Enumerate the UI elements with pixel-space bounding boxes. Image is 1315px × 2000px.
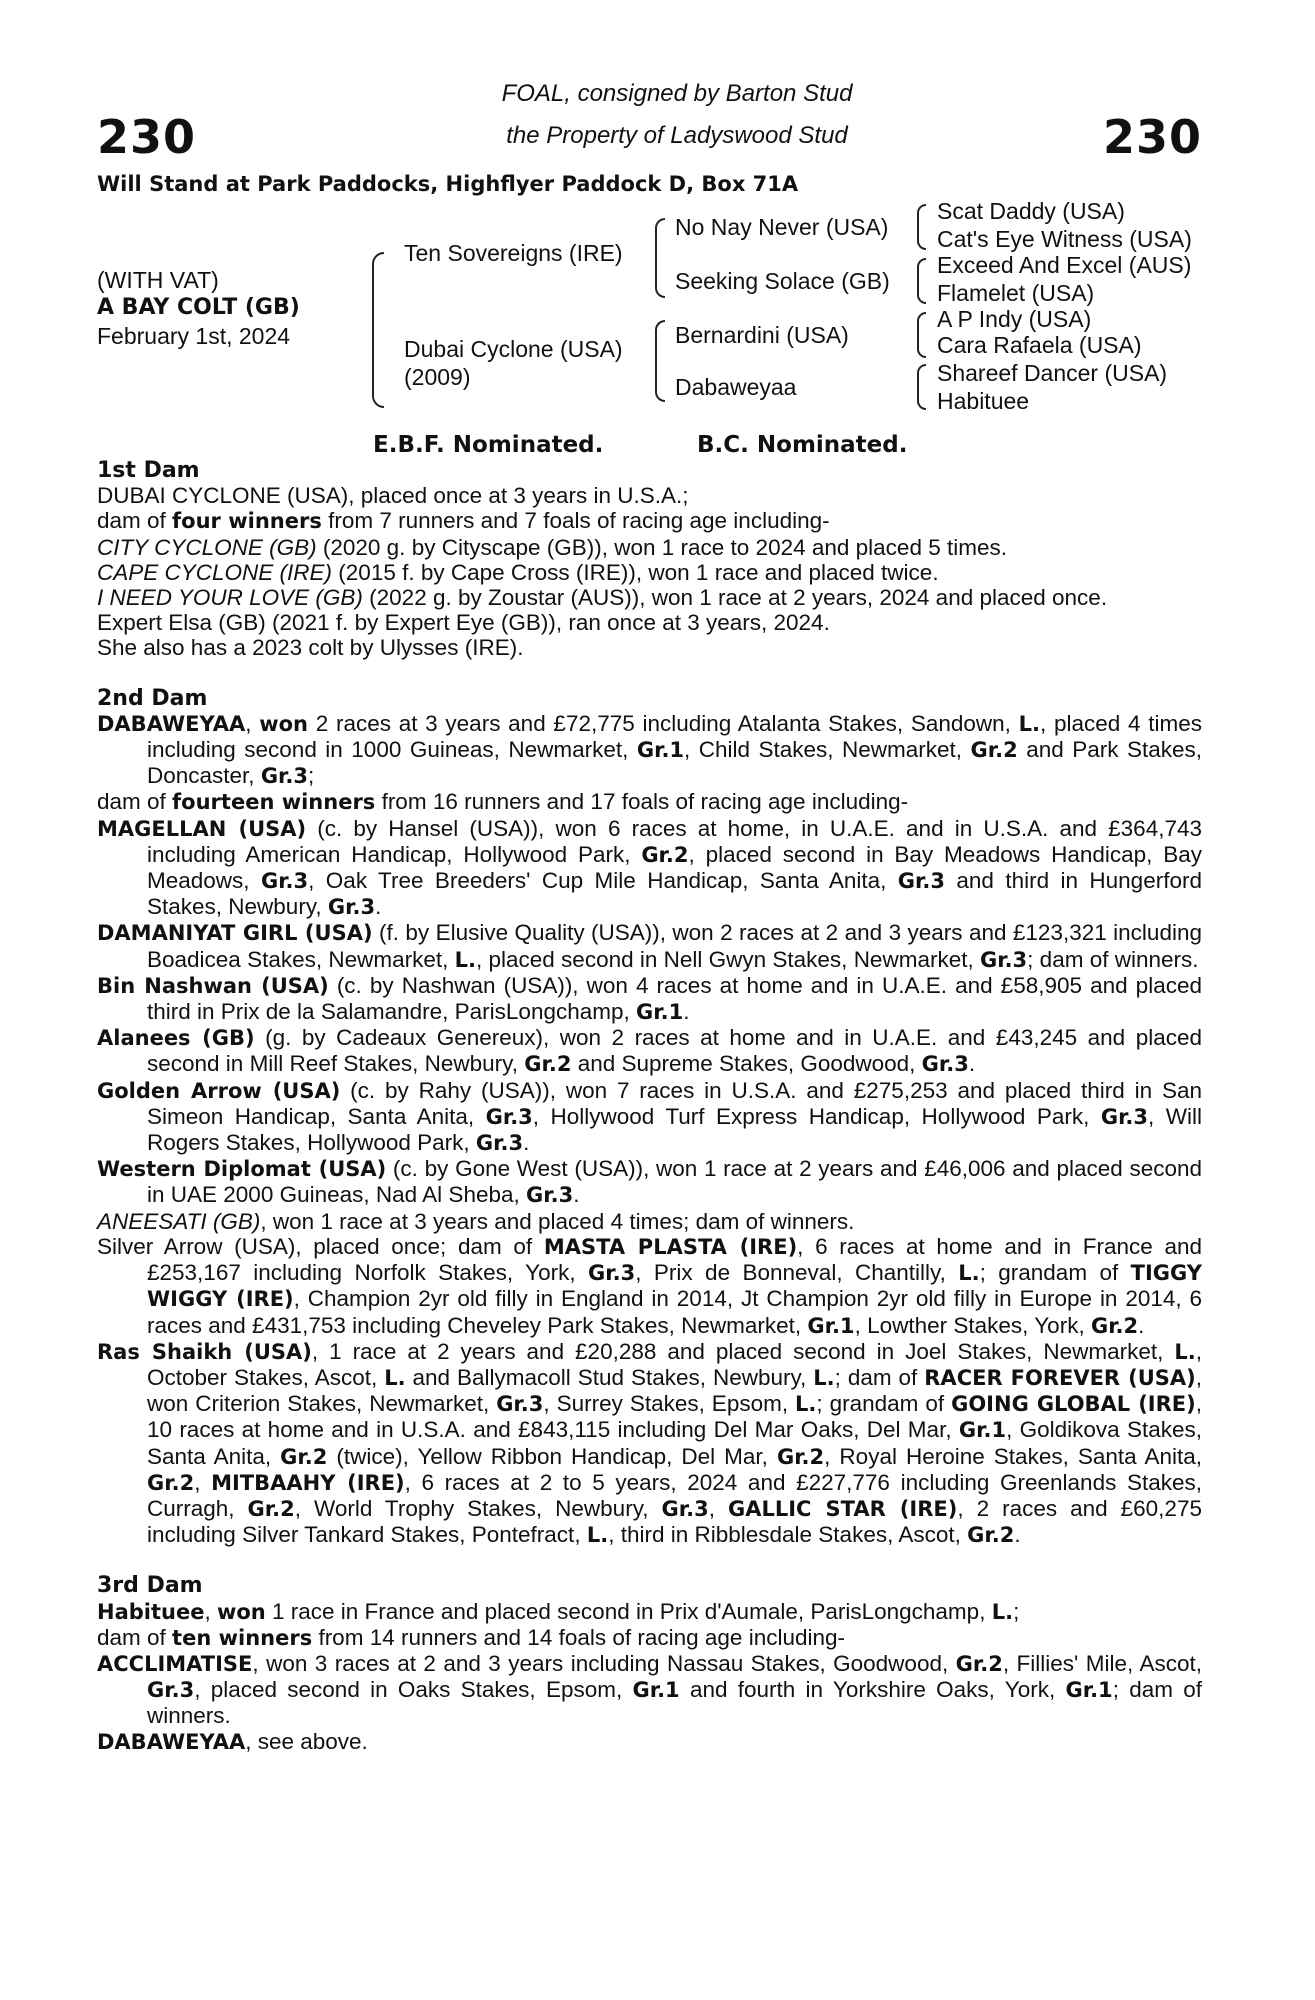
first-dam-summary: DUBAI CYCLONE (USA), placed once at 3 years in U.S.A.; <box>97 483 689 509</box>
lot-number-left: 230 <box>97 110 197 164</box>
produce-magellan: MAGELLAN (USA) (c. by Hansel (USA)), won 6 races at home, in U.A.E. and in U.S.A. and £364,743 including American Handicap, Hollywood Park, Gr.2, placed second in Bay Meadows Handicap, Bay Meadows, Gr.3, Oak Tree Breeders' Cup Mile Handicap, Santa Anita, Gr.3 and third in Hungerford Stakes, Newbury, Gr.3. <box>97 815 1202 920</box>
dd-sire: Shareef Dancer (USA) <box>937 360 1168 386</box>
second-dam-summary: DABAWEYAA, won 2 races at 3 years and £72,775 including Atalanta Stakes, Sandown, L., placed 4 times including second in 1000 Guineas, Newmarket, Gr.1, Child Stakes, Newmarket, Gr.2 and Park Stakes, Doncaster, Gr.3; <box>97 710 1202 789</box>
third-dam-produce-intro: dam of ten winners from 14 runners and 14 foals of racing age including- <box>97 1624 846 1650</box>
produce-aneesati: ANEESATI (GB), won 1 race at 3 years and placed 4 times; dam of winners. <box>97 1208 855 1234</box>
produce-golden-arrow: Golden Arrow (USA) (c. by Rahy (USA)), won 7 races in U.S.A. and £275,253 and placed third in San Simeon Handicap, Santa Anita, Gr.3, Hollywood Turf Express Handicap, Hollywood Park, Gr.3, Will Rogers Stakes, Hollywood Park, Gr.3. <box>97 1077 1202 1156</box>
pedigree-brace-3a <box>917 204 926 250</box>
sd-sire: Exceed And Excel (AUS) <box>937 252 1192 278</box>
pedigree-brace-3b <box>917 258 926 304</box>
produce-expert-elsa: Expert Elsa (GB) (2021 f. by Expert Eye (GB)), ran once at 3 years, 2024. <box>97 610 830 636</box>
first-dam-heading: 1st Dam <box>97 458 200 483</box>
ebf-nomination: E.B.F. Nominated. <box>373 432 604 458</box>
vat-note: (WITH VAT) <box>97 267 219 293</box>
produce-alanees: Alanees (GB) (g. by Cadeaux Genereux), won 2 races at home and in U.A.E. and £43,245 and placed second in Mill Reef Stakes, Newbury, Gr.2 and Supreme Stakes, Goodwood, Gr.3. <box>97 1025 1202 1077</box>
second-dam-heading: 2nd Dam <box>97 685 208 711</box>
produce-dabaweyaa: DABAWEYAA, see above. <box>97 1728 368 1754</box>
ss-dam: Cat's Eye Witness (USA) <box>937 226 1192 252</box>
produce-i-need-your-love: I NEED YOUR LOVE (GB) (2022 g. by Zoustar (AUS)), won 1 race at 2 years, 2024 and placed once. <box>97 585 1108 611</box>
dam-history <box>97 458 1202 1755</box>
produce-cape-cyclone: CAPE CYCLONE (IRE) (2015 f. by Cape Cross (IRE)), won 1 race and placed twice. <box>97 559 939 585</box>
lot-number-right: 230 <box>1102 110 1202 164</box>
sire: Ten Sovereigns (IRE) <box>404 240 623 266</box>
pedigree-brace-2a <box>655 218 665 298</box>
third-dam-heading: 3rd Dam <box>97 1573 203 1599</box>
lot-name: A BAY COLT (GB) <box>97 295 300 320</box>
dam-year: (2009) <box>404 364 471 390</box>
produce-damaniyat-girl: DAMANIYAT GIRL (USA) (f. by Elusive Quality (USA)), won 2 races at 2 and 3 years and £123,321 including Boadicea Stakes, Newmarket, L., placed second in Nell Gwyn Stakes, Newmarket, Gr.3; dam of winners. <box>97 920 1202 972</box>
pedigree-brace-3d <box>917 364 926 410</box>
property-line: the Property of Ladyswood Stud <box>506 122 848 149</box>
dam-dam: Dabaweyaa <box>675 374 797 400</box>
dam-sire: Bernardini (USA) <box>675 322 849 348</box>
produce-city-cyclone: CITY CYCLONE (GB) (2020 g. by Cityscape (GB)), won 1 race to 2024 and placed 5 times. <box>97 534 1007 560</box>
stand-location: Will Stand at Park Paddocks, Highflyer Paddock D, Box 71A <box>97 172 799 196</box>
sd-dam: Flamelet (USA) <box>937 280 1095 306</box>
selection-block <box>97 266 300 350</box>
ds-dam: Cara Rafaela (USA) <box>937 332 1142 358</box>
sire-dam: Seeking Solace (GB) <box>675 268 890 294</box>
consignor-line: FOAL, consigned by Barton Stud <box>501 80 853 107</box>
first-dam-note: She also has a 2023 colt by Ulysses (IRE). <box>97 635 524 661</box>
grandproduce-ras-shaikh: Ras Shaikh (USA), 1 race at 2 years and £20,288 and placed second in Joel Stakes, Newmarket, L., October Stakes, Ascot, L. and Ballymacoll Stud Stakes, Newbury, L.; dam of RACER FOREVER (USA), won Criterion Stakes, Newmarket, Gr.3, Surrey Stakes, Epsom, L.; grandam of GOING GLOBAL (IRE), 10 races at home and in U.S.A. and £843,115 including Del Mar Oaks, Del Mar, Gr.1, Goldikova Stakes, Santa Anita, Gr.2 (twice), Yellow Ribbon Handicap, Del Mar, Gr.2, Royal Heroine Stakes, Santa Anita, Gr.2, MITBAAHY (IRE), 6 races at 2 to 5 years, 2024 and £227,776 including Greenlands Stakes, Curragh, Gr.2, World Trophy Stakes, Newbury, Gr.3, GALLIC STAR (IRE), 2 races and £60,275 including Silver Tankard Stakes, Pontefract, L., third in Ribblesdale Stakes, Ascot, Gr.2. <box>97 1338 1203 1548</box>
produce-western-diplomat: Western Diplomat (USA) (c. by Gone West (USA)), won 1 race at 2 years and £46,006 and placed second in UAE 2000 Guineas, Nad Al Sheba, Gr.3. <box>97 1156 1203 1208</box>
third-dam-summary: Habituee, won 1 race in France and placed second in Prix d'Aumale, ParisLongchamp, L.; <box>97 1598 1020 1624</box>
ds-sire: A P Indy (USA) <box>937 306 1092 332</box>
dd-dam: Habituee <box>937 388 1030 414</box>
second-dam-produce-intro: dam of fourteen winners from 16 runners and 17 foals of racing age including- <box>97 789 909 815</box>
pedigree-brace-2b <box>655 320 665 402</box>
sire-sire: No Nay Never (USA) <box>675 214 889 240</box>
first-dam-produce-intro: dam of four winners from 7 runners and 7 foals of racing age including- <box>97 508 830 534</box>
foaling-date: February 1st, 2024 <box>97 323 291 349</box>
pedigree-brace-3c <box>917 312 926 358</box>
dam: Dubai Cyclone (USA) <box>404 336 623 362</box>
grandproduce-silver-arrow: Silver Arrow (USA), placed once; dam of MASTA PLASTA (IRE), 6 races at home and in France and £253,167 including Norfolk Stakes, York, Gr.3, Prix de Bonneval, Chantilly, L.; grandam of TIGGY WIGGY (IRE), Champion 2yr old filly in England in 2014, Jt Champion 2yr old filly in Europe in 2014, 6 races and £431,753 including Cheveley Park Stakes, Newmarket, Gr.1, Lowther Stakes, York, Gr.2. <box>97 1233 1203 1338</box>
produce-acclimatise: ACCLIMATISE, won 3 races at 2 and 3 years including Nassau Stakes, Goodwood, Gr.2, Fillies' Mile, Ascot, Gr.3, placed second in Oaks Stakes, Epsom, Gr.1 and fourth in Yorkshire Oaks, York, Gr.1; dam of winners. <box>97 1650 1202 1729</box>
produce-bin-nashwan: Bin Nashwan (USA) (c. by Nashwan (USA)), won 4 races at home and in U.A.E. and £58,905 and placed third in Prix de la Salamandre, ParisLongchamp, Gr.1. <box>97 972 1202 1025</box>
pedigree-brace-1 <box>372 252 384 408</box>
bc-nomination: B.C. Nominated. <box>697 432 908 458</box>
ss-sire: Scat Daddy (USA) <box>937 198 1125 224</box>
